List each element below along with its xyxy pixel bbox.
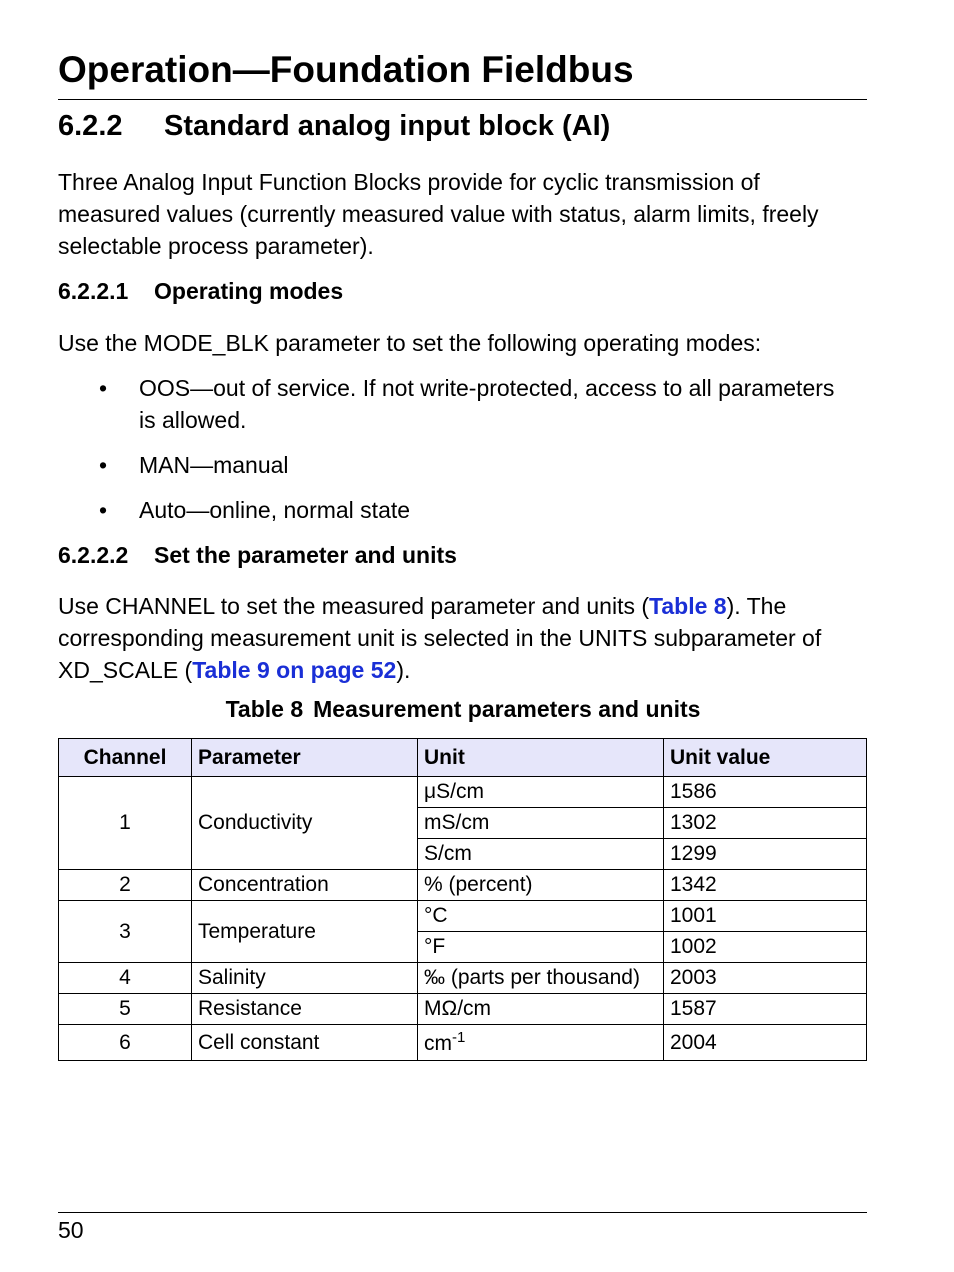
channel-cell: 3	[59, 901, 192, 963]
list-item	[99, 494, 869, 526]
chapter-title: Operation—Foundation Fieldbus	[58, 49, 634, 90]
column-header-unit-value: Unit value	[664, 739, 867, 777]
page-number: 50	[58, 1217, 84, 1243]
unit-cell: mS/cm	[418, 808, 664, 839]
header-rule	[58, 99, 867, 100]
table-9-link[interactable]: Table 9 on page 52	[192, 657, 397, 683]
column-header-unit: Unit	[418, 739, 664, 777]
set-parameter-text	[58, 590, 868, 686]
subsection-title: Set the parameter and units	[154, 542, 457, 568]
channel-cell: 4	[59, 963, 192, 994]
parameter-cell: Concentration	[192, 870, 418, 901]
table-row	[59, 901, 867, 932]
channel-cell: 6	[59, 1025, 192, 1061]
unit-value-cell: 1001	[664, 901, 867, 932]
column-header-parameter: Parameter	[192, 739, 418, 777]
parameter-cell: Cell constant	[192, 1025, 418, 1061]
bullet-icon: •	[99, 497, 108, 523]
column-header-channel: Channel	[59, 739, 192, 777]
footer-rule	[58, 1212, 867, 1213]
unit-value-cell: 1342	[664, 870, 867, 901]
channel-cell: 2	[59, 870, 192, 901]
list-item-text: OOS—out of service. If not write-protected, access to all parameters is allowed.	[139, 375, 835, 433]
unit-value-cell: 1299	[664, 839, 867, 870]
unit-cell: MΩ/cm	[418, 994, 664, 1025]
unit-cell: S/cm	[418, 839, 664, 870]
section-number: 6.2.2	[58, 110, 123, 142]
unit-cell: μS/cm	[418, 777, 664, 808]
section-heading	[58, 106, 610, 146]
table-8-link[interactable]: Table 8	[649, 593, 727, 619]
unit-cell	[418, 1025, 664, 1061]
unit-value-cell: 1002	[664, 932, 867, 963]
parameter-cell: Salinity	[192, 963, 418, 994]
table-row	[59, 994, 867, 1025]
intro-paragraph: Three Analog Input Function Blocks provide for cyclic transmission of measured values (currently measured value with status, alarm limits, freely selectable process parameter).	[58, 169, 819, 259]
subsection-heading-operating-modes	[58, 276, 343, 306]
bullet-icon: •	[99, 375, 108, 401]
channel-cell: 1	[59, 777, 192, 870]
section-title: Standard analog input block (AI)	[164, 110, 611, 142]
text-segment: ).	[396, 657, 411, 683]
table-row	[59, 777, 867, 808]
list-item-text: MAN—manual	[139, 452, 289, 478]
unit-cell: ‰ (parts per thousand)	[418, 963, 664, 994]
subsection-title: Operating modes	[154, 278, 344, 304]
unit-cell: °F	[418, 932, 664, 963]
subsection-heading-set-parameter	[58, 540, 457, 570]
subsection-number: 6.2.2.1	[58, 278, 129, 304]
measurement-parameters-table	[58, 738, 867, 1061]
operating-modes-text: Use the MODE_BLK parameter to set the following operating modes:	[58, 330, 762, 356]
unit-base: cm	[424, 1032, 452, 1055]
unit-cell: °C	[418, 901, 664, 932]
table-header-row	[59, 739, 867, 777]
unit-value-cell: 1587	[664, 994, 867, 1025]
parameter-cell: Temperature	[192, 901, 418, 963]
table-row	[59, 963, 867, 994]
unit-value-cell: 1302	[664, 808, 867, 839]
table-caption	[58, 694, 868, 724]
text-segment: Use CHANNEL to set the measured parameter and units (	[58, 593, 650, 619]
unit-value-cell: 1586	[664, 777, 867, 808]
unit-exponent: -1	[452, 1029, 466, 1046]
table-caption-label: Table 8	[225, 696, 304, 722]
list-item	[99, 449, 869, 481]
unit-value-cell: 2004	[664, 1025, 867, 1061]
parameter-cell: Conductivity	[192, 777, 418, 870]
table-caption-title: Measurement parameters and units	[313, 696, 701, 722]
table-row	[59, 1025, 867, 1061]
unit-value-cell: 2003	[664, 963, 867, 994]
unit-cell: % (percent)	[418, 870, 664, 901]
channel-cell: 5	[59, 994, 192, 1025]
bullet-icon: •	[99, 452, 108, 478]
text-segment: ). The corresponding measurement unit is selected in the UNITS subparameter of XD_SCALE (	[58, 593, 822, 683]
table-row	[59, 870, 867, 901]
subsection-number: 6.2.2.2	[58, 542, 129, 568]
list-item-text: Auto—online, normal state	[139, 497, 411, 523]
list-item	[99, 372, 869, 436]
parameter-cell: Resistance	[192, 994, 418, 1025]
